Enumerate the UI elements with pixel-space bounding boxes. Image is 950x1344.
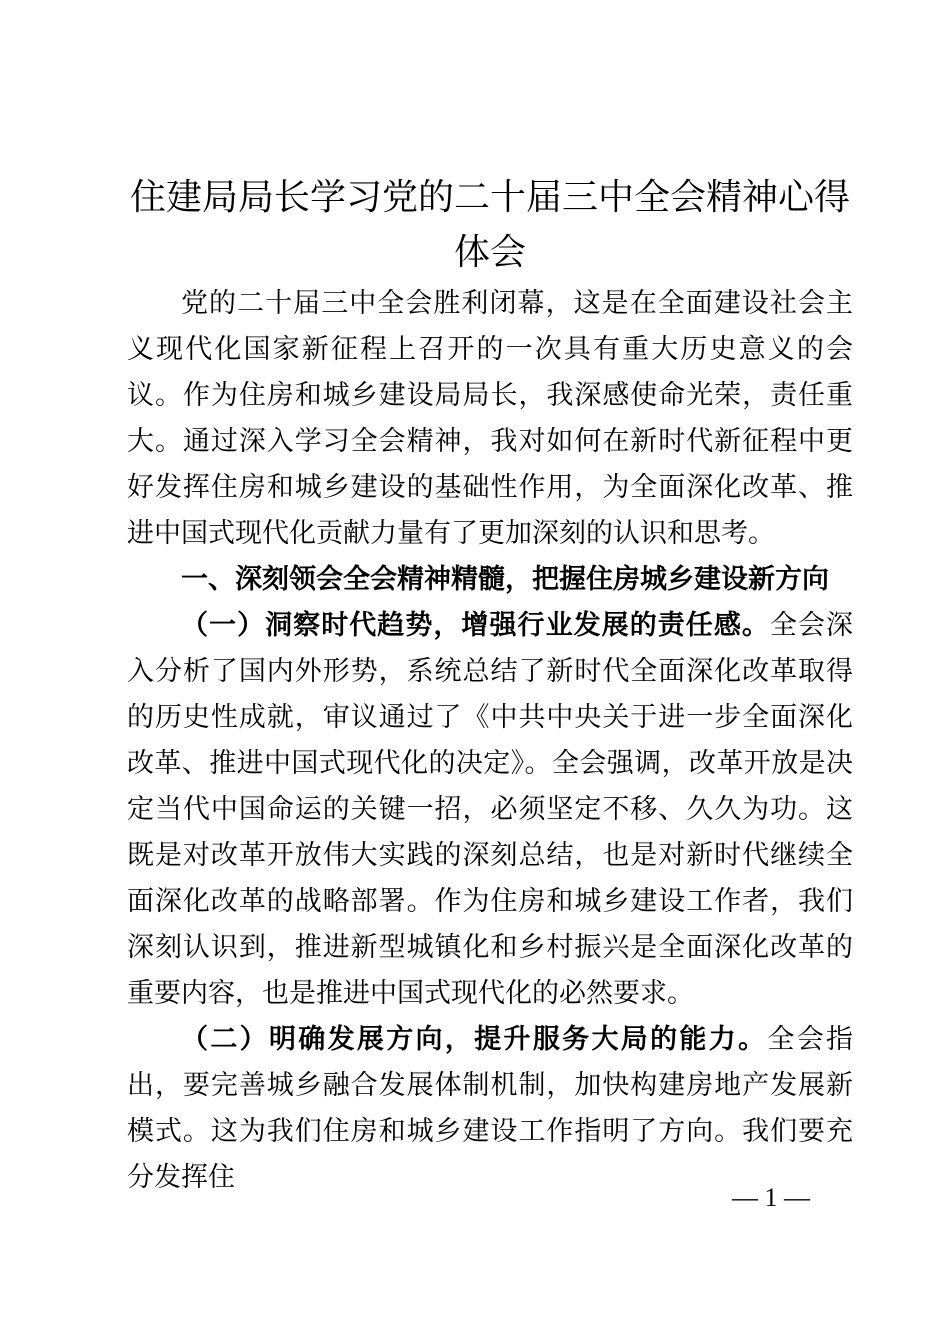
paragraph-point-2-text: 全会指出，要完善城乡融合发展体制机制，加快构建房地产发展新模式。这为我们住房和城乡建设工作指明了方向。我们要充分发挥住: [127, 1024, 854, 1192]
paragraph-point-2-lead: （二）明确发展方向，提升服务大局的能力。: [181, 1024, 768, 1054]
paragraph-point-1-lead: （一）洞察时代趋势，增强行业发展的责任感。: [181, 610, 770, 640]
document-body: [127, 170, 853, 1200]
paragraph-point-1-text: 全会深入分析了国内外形势，系统总结了新时代全面深化改革取得的历史性成就，审议通过了《中共中央关于进一步全面深化改革、推进中国式现代化的决定》。全会强调，改革开放是决定当代中国命运的关键一招，必须坚定不移、久久为功。这既是对改革开放伟大实践的深刻总结，也是对新时代继续全面深化改革的战略部署。作为住房和城乡建设工作者，我们深刻认识到，推进新型城镇化和乡村振兴是全面深化改革的重要内容，也是推进中国式现代化的必然要求。: [127, 610, 854, 1008]
paragraph-intro: 党的二十届三中全会胜利闭幕，这是在全面建设社会主义现代化国家新征程上召开的一次具有重大历史意义的会议。作为住房和城乡建设局局长，我深感使命光荣，责任重大。通过深入学习全会精神，我对如何在新时代新征程中更好发挥住房和城乡建设的基础性作用，为全面深化改革、推进中国式现代化贡献力量有了更加深刻的认识和思考。: [127, 288, 853, 548]
document-title: 住建局局长学习党的二十届三中全会精神心得体会: [129, 177, 850, 272]
page-footer: [732, 1183, 810, 1213]
paragraph-point-1: [127, 602, 853, 1016]
section-heading-1: 一、深刻领会全会精神精髓，把握住房城乡建设新方向: [181, 564, 829, 594]
paragraph-point-2: [127, 1016, 853, 1200]
page-number: — 1 —: [732, 1183, 810, 1212]
